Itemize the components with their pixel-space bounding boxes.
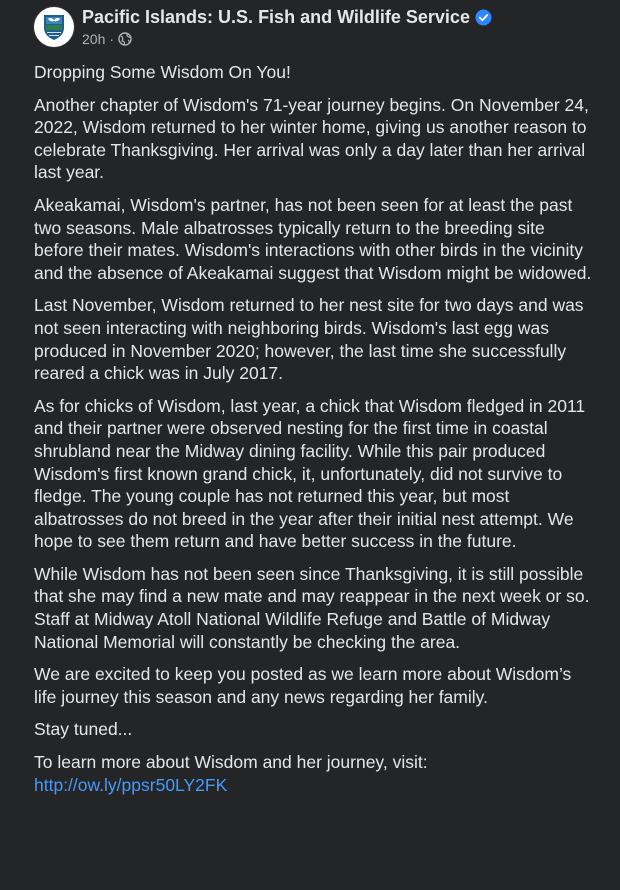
globe-icon[interactable] <box>118 32 132 46</box>
post-body <box>34 58 594 806</box>
closing-text: To learn more about Wisdom and her journey, visit: <box>34 752 428 773</box>
post-paragraph: As for chicks of Wisdom, last year, a chick that Wisdom fledged in 2011 and their partner were observed nesting for the first time in coastal shrubland near the Midway dining facility. While this pair produced Wisdom's first known grand chick, it, unfortunately, did not survive to fledge. The young couple has not returned this year, but most albatrosses do not breed in the year after their initial nest attempt. We hope to see them return and have better success in the future. <box>34 395 586 552</box>
post-paragraph-closing <box>34 751 594 796</box>
post-paragraph: Last November, Wisdom returned to her nest site for two days and was not seen interacting with neighboring birds. Wisdom's last egg was produced in November 2020; however, the last time she successfully reared a chick was in July 2017. <box>34 295 584 384</box>
fws-shield-logo-icon <box>39 12 69 42</box>
verified-badge-icon <box>475 9 492 26</box>
post-paragraph-title: Dropping Some Wisdom On You! <box>34 62 291 82</box>
post-meta <box>82 29 492 49</box>
post-link[interactable]: http://ow.ly/ppsr50LY2FK <box>34 774 228 795</box>
page-avatar[interactable] <box>34 7 74 47</box>
name-row <box>82 5 492 29</box>
post-timestamp[interactable]: 20h <box>82 31 106 47</box>
post-paragraph: Another chapter of Wisdom's 71-year journey begins. On November 24, 2022, Wisdom returned to her winter home, giving us another reason to celebrate Thanksgiving. Her arrival was only a day later than her arrival last year. <box>34 94 589 183</box>
post-paragraph: We are excited to keep you posted as we learn more about Wisdom’s life journey this season and any news regarding her family. <box>34 664 572 707</box>
header-text <box>82 5 492 49</box>
post-header <box>34 5 492 55</box>
post-paragraph: Stay tuned... <box>34 719 133 740</box>
post-paragraph: While Wisdom has not been seen since Thanksgiving, it is still possible that she may find a new mate and may reappear in the next week or so. Staff at Midway Atoll National Wildlife Refuge and Battle of Midway National Memorial will constantly be checking the area. <box>34 563 590 652</box>
meta-separator: · <box>109 31 115 47</box>
post-paragraph: Akeakamai, Wisdom's partner, has not been seen for at least the past two seasons. Male albatrosses typically return to the breeding site before their mates. Wisdom's interactions with other birds in the vicinity and the absence of Akeakamai suggest that Wisdom might be widowed. <box>34 194 592 283</box>
page-name-link[interactable]: Pacific Islands: U.S. Fish and Wildlife Service <box>82 6 470 27</box>
